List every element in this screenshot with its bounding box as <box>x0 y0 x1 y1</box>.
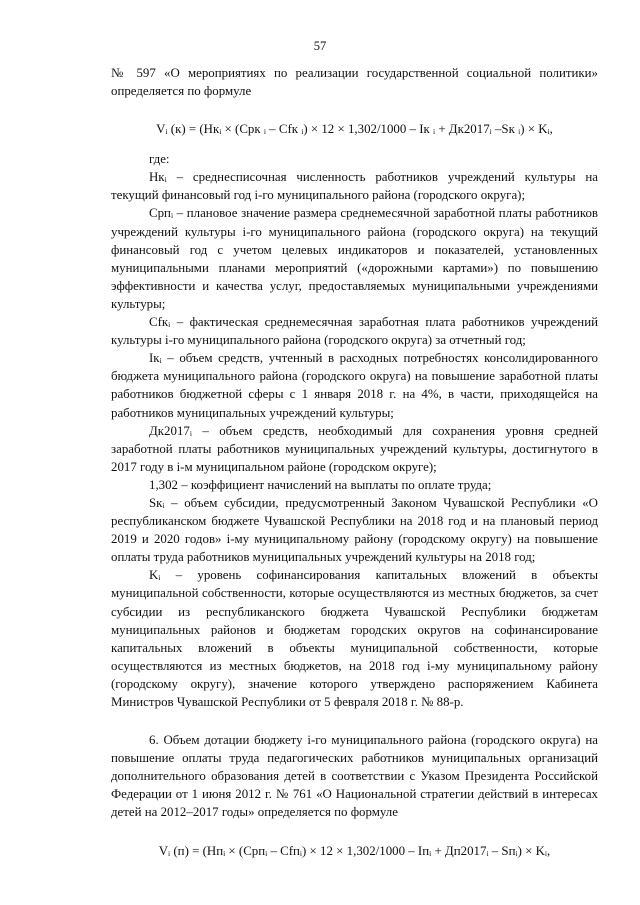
definition-sfk: Сfкᵢ – фактическая среднемесячная заработная плата работников учреждений культуры i-го муниципального района (городского округа) за отчетный год; <box>111 315 598 348</box>
formula-education: Vᵢ (п) = (Нпᵢ × (Српᵢ – Сfпᵢ) × 12 × 1,302/1000 – Iпᵢ + Дп2017ᵢ – Sпᵢ) × Kᵢ, <box>158 843 551 858</box>
formula-culture: Vᵢ (к) = (Нкᵢ × (Срк ᵢ – Сfк ᵢ) × 12 × 1,302/1000 – Iк ᵢ + Дк2017ᵢ –Sк ᵢ) × Kᵢ, <box>156 122 553 137</box>
where-label: где: <box>149 152 170 167</box>
definition-dk2017: Дк2017ᵢ – объем средств, необходимый для сохранения уровня средней заработной платы работников муниципальных учреждений культуры, достигнутого в 2017 году в i-м муниципальном районе (городском округе); <box>111 423 598 474</box>
section-6-paragraph: 6. Объем дотации бюджету i-го муниципального района (городского округа) на повышение оплаты труда педагогических работников муниципальных организаций дополнительного образования детей в соответствии с Указом Президента Российской Федерации от 1 июня 2012 г. № 761 «О Национальной стратегии действий в интересах детей на 2012–2017 годы» определяется по формуле <box>111 733 598 820</box>
section-gap <box>111 711 598 731</box>
definition-coefficient: 1,302 – коэффициент начислений на выплаты по оплате труда; <box>149 477 492 492</box>
definition-k: Kᵢ – уровень софинансирования капитальных вложений в объекты муниципальной собственности, которые осуществляются из местных бюджетов, за счет субсидии из республиканского бюджета Чувашской Республики бюджетам муниципальных районов и бюджетам городских округов на софинансирование капитальных вложений в объекты муниципальной собственности, которые осуществляются из местных бюджетов, на 2018 год i-му муниципальному району (городскому округу), значение которого утверждено распоряжением Кабинета Министров Чувашской Республики от 5 февраля 2018 г. № 88-р. <box>111 568 598 709</box>
definition-ik: Iкᵢ – объем средств, учтенный в расходных потребностях консолидированного бюджета муниципального района (городского округа) на повышение заработной платы работников бюджетной сферы с 1 января 2018 г. на 4%, в части, приходящейся на работников муниципальных учреждений культуры; <box>111 351 598 420</box>
document-body <box>111 64 598 860</box>
definition-srk: Српᵢ – плановое значение размера среднемесячной заработной платы работников учреждений культуры i-го муниципального района (городского округа) на текущий финансовый год с учетом целевых индикаторов и показателей, установленных муниципальными планами мероприятий («дорожными картами») по повышению эффективности и качества услуг, предоставляемых муниципальными учреждениями культуры; <box>111 206 598 311</box>
page-number: 57 <box>313 39 327 53</box>
intro-paragraph: № 597 «О мероприятиях по реализации государственной социальной политики» определяется по формуле <box>111 66 598 99</box>
definition-nk: Нкᵢ – среднесписочная численность работников учреждений культуры на текущий финансовый год i-го муниципального района (городского округа); <box>111 170 598 203</box>
definition-sk: Sкᵢ – объем субсидии, предусмотренный Законом Чувашской Республики «О республиканском бюджете Чувашской Республики на 2018 год и на плановый период 2019 и 2020 годов» i-му муниципальному району (городскому округу) на повышение оплаты труда работников муниципальных учреждений культуры на 2018 год; <box>111 495 598 565</box>
